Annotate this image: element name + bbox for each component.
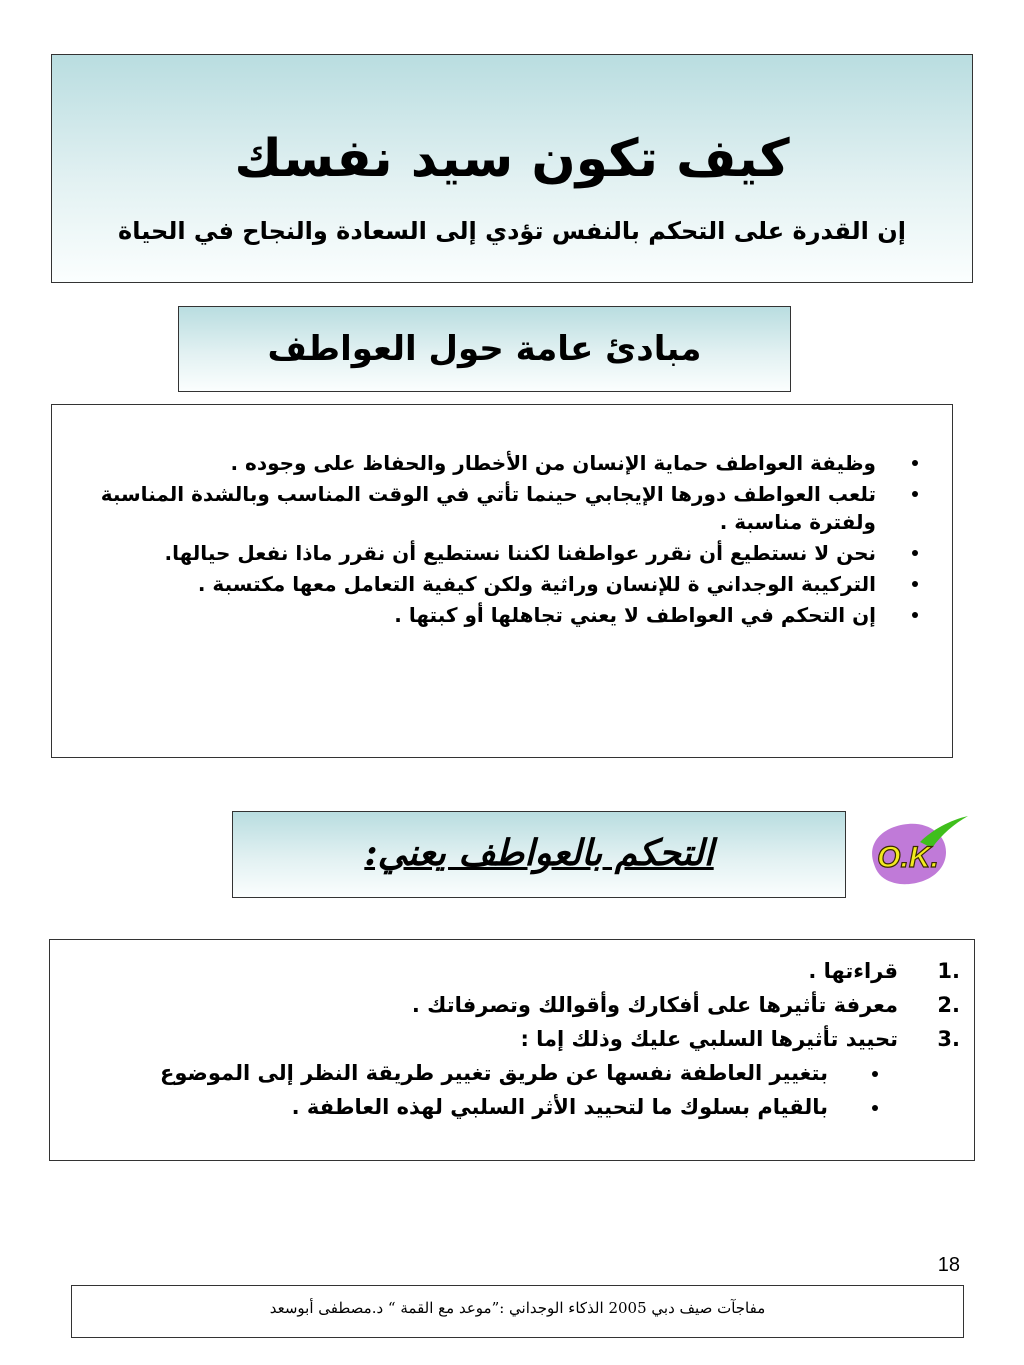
step-item: 2. معرفة تأثيرها على أفكارك وأقوالك وتصرفاتك .	[70, 988, 960, 1022]
control-heading: التحكم بالعواطف يعني:	[364, 832, 714, 874]
principle-item: نحن لا نستطيع أن نقرر عواطفنا لكننا نستطيع أن نقرر ماذا نفعل حيالها.	[82, 539, 922, 567]
principles-box	[51, 404, 953, 758]
ok-checkmark-icon	[862, 812, 974, 892]
footer-text: مفاجآت صيف دبي 2005 الذكاء الوجداني :”موعد مع القمة “ د.مصطفى أبوسعد	[269, 1299, 766, 1317]
bullet-icon	[912, 550, 918, 556]
bullet-icon	[912, 460, 918, 466]
bullet-icon	[872, 1071, 878, 1077]
bullet-icon	[872, 1105, 878, 1111]
page-title: كيف تكون سيد نفسك	[234, 129, 790, 189]
principle-item: إن التحكم في العواطف لا يعني تجاهلها أو كبتها .	[82, 601, 922, 629]
bullet-icon	[912, 581, 918, 587]
bullet-icon	[912, 491, 918, 497]
step-number: 3.	[937, 1027, 960, 1051]
bullet-icon	[912, 612, 918, 618]
title-box	[51, 54, 973, 283]
principles-heading-box	[178, 306, 791, 392]
step-sub-item: بتغيير العاطفة نفسها عن طريق تغيير طريقة النظر إلى الموضوع	[70, 1056, 960, 1090]
steps-list	[70, 954, 960, 1124]
step-item: 3. تحييد تأثيرها السلبي عليك وذلك إما :	[70, 1022, 960, 1056]
page-number: 18	[937, 1254, 960, 1276]
principles-heading: مبادئ عامة حول العواطف	[267, 329, 702, 369]
control-heading-box	[232, 811, 846, 898]
footer-box	[71, 1285, 964, 1338]
step-sub-item: بالقيام بسلوك ما لتحييد الأثر السلبي لهذه العاطفة .	[70, 1090, 960, 1124]
step-number: 2.	[937, 993, 960, 1017]
principle-item: التركيبة الوجداني ة للإنسان وراثية ولكن كيفية التعامل معها مكتسبة .	[82, 570, 922, 598]
step-item: 1. قراءتها .	[70, 954, 960, 988]
principles-list	[82, 449, 922, 632]
step-number: 1.	[937, 959, 960, 983]
badge-text: O.K.	[877, 841, 939, 874]
principle-item: وظيفة العواطف حماية الإنسان من الأخطار والحفاظ على وجوده .	[82, 449, 922, 477]
steps-box	[49, 939, 975, 1161]
page-subtitle: إن القدرة على التحكم بالنفس تؤدي إلى السعادة والنجاح في الحياة	[118, 217, 906, 245]
principle-item: تلعب العواطف دورها الإيجابي حينما تأتي في الوقت المناسب وبالشدة المناسبة ولفترة مناسبة .	[82, 480, 922, 536]
